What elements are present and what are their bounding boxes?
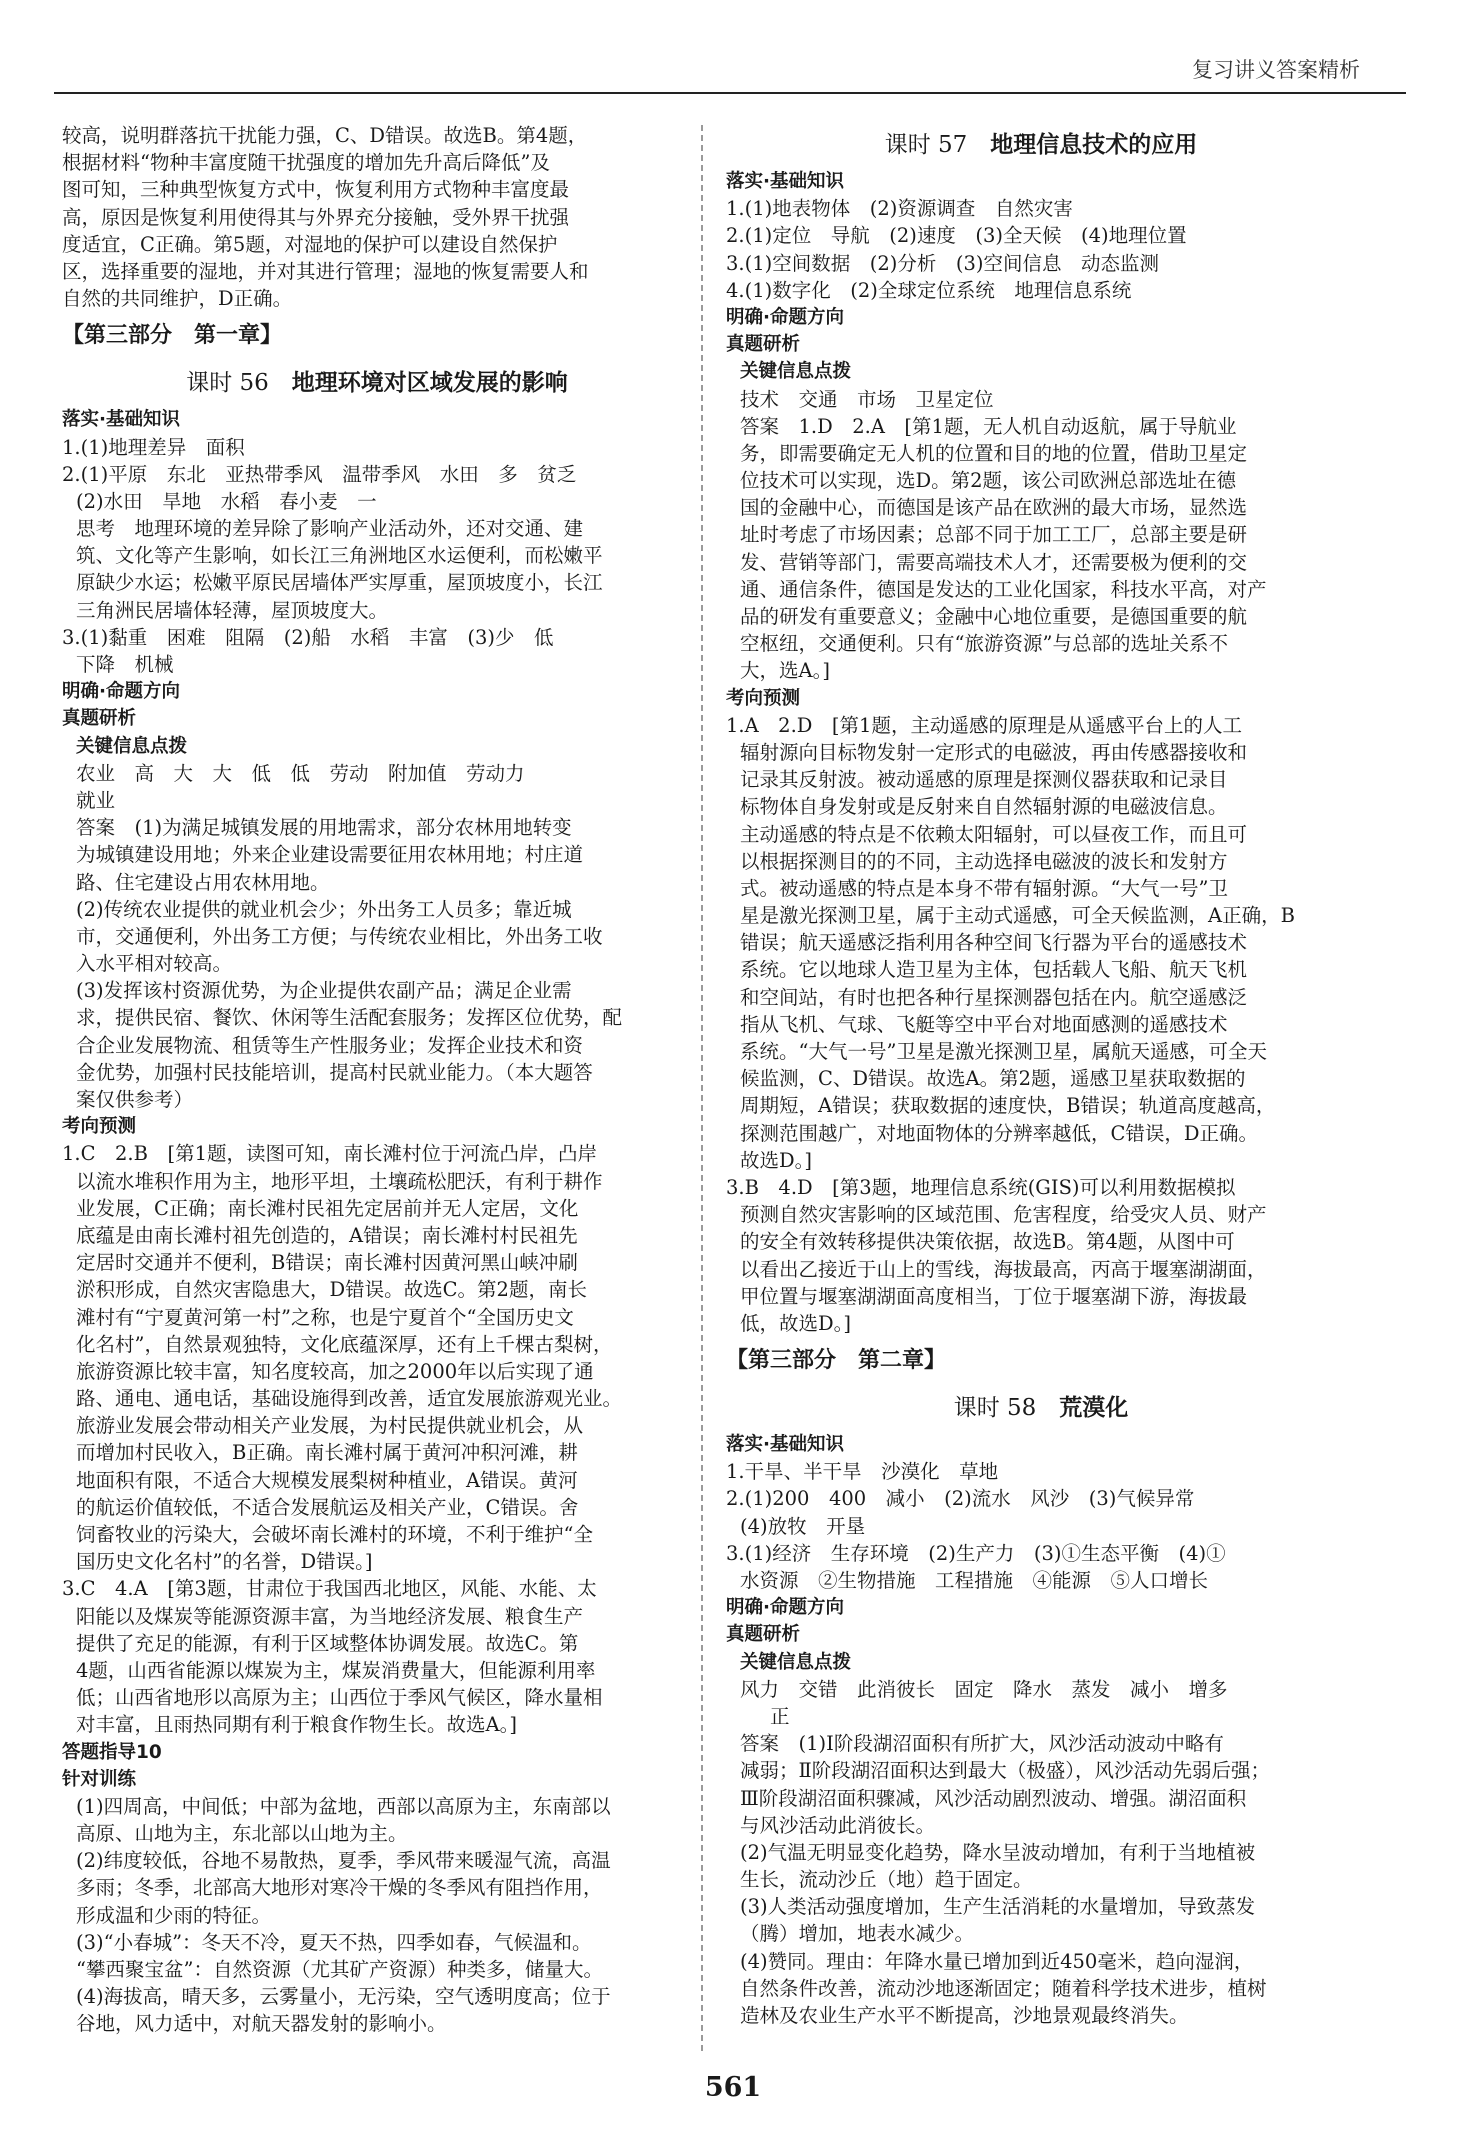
text-line: 以根据探测目的的不同，主动选择电磁波的波长和发射方: [740, 849, 1228, 873]
text-line: 以看出乙接近于山上的雪线，海拔最高，丙高于堰塞湖湖面，: [740, 1257, 1267, 1281]
section-heading: 明确·命题方向: [726, 1597, 845, 1619]
text-line: 址时考虑了市场因素；总部不同于加工工厂，总部主要是研: [740, 523, 1248, 547]
section-heading: 真题研析: [726, 334, 801, 356]
text-line: 1.(1)地表物体 (2)资源调查 自然灾害: [726, 197, 1073, 221]
lesson-number: 课时 56: [186, 370, 269, 397]
text-line: “攀西聚宝盆”：自然资源（尤其矿产资源）种类多，储量大。: [76, 1958, 603, 1981]
text-line: 化名村”，自然景观独特，文化底蕴深厚，还有上千棵古梨树，: [76, 1332, 613, 1356]
text-line: 农业 高 大 大 低 低 劳动 附加值 劳动力: [76, 761, 525, 785]
section-heading: 真题研析: [726, 1624, 801, 1646]
text-line: 记录其反射波。被动遥感的原理是探测仪器获取和记录目: [740, 768, 1228, 792]
text-line: 滩村有“宁夏黄河第一村”之称，也是宁夏首个“全国历史文: [76, 1305, 574, 1329]
page-header-title: 复习讲义答案精析: [1192, 58, 1360, 82]
lesson-name: 地理环境对区域发展的影响: [291, 370, 568, 397]
text-line: 较高，说明群落抗干扰能力强，C、D错误。故选B。第4题，: [62, 124, 588, 147]
text-line: 下降 机械: [76, 653, 174, 676]
text-line: 务，即需要确定无人机的位置和目的地的位置，借助卫星定: [740, 441, 1248, 465]
text-line: 3.(1)经济 生存环境 (2)生产力 (3)①生态平衡 (4)①: [726, 1541, 1226, 1565]
text-line: 风力 交错 此消彼长 固定 降水 蒸发 减小 增多: [740, 1677, 1228, 1701]
text-line: 位技术可以实现，选D。第2题，该公司欧洲总部选址在德: [740, 469, 1237, 493]
text-line: 错误；航天遥感泛指利用各种空间飞行器为平台的遥感技术: [740, 931, 1248, 955]
text-line: 低；山西省地形以高原为主；山西位于季风气候区，降水量相: [76, 1686, 603, 1710]
lesson-number: 课时 57: [884, 132, 968, 158]
text-line: 对丰富，且雨热同期有利于粮食作物生长。故选A。]: [76, 1713, 517, 1737]
text-line: 4题，山西省能源以煤炭为主，煤炭消费量大，但能源利用率: [76, 1658, 596, 1682]
text-line: 1.A 2.D [第1题，主动遥感的原理是从遥感平台上的人工: [726, 713, 1242, 737]
text-line: 系统。它以地球人造卫星为主体，包括载人飞船、航天飞机: [740, 958, 1248, 982]
text-line: 求，提供民宿、餐饮、休闲等生活配套服务；发挥区位优势，配: [76, 1006, 623, 1030]
text-line: 金优势，加强村民技能培训，提高村民就业能力。（本大题答: [76, 1060, 593, 1084]
text-line: 思考 地理环境的差异除了影响产业活动外，还对交通、建: [76, 517, 584, 541]
text-line: 3.C 4.A [第3题，甘肃位于我国西北地区，风能、水能、太: [62, 1577, 597, 1601]
text-line: 星是激光探测卫星，属于主动式遥感，可全天候监测，A正确，B: [740, 904, 1295, 928]
text-line: 筑、文化等产生影响，如长江三角洲地区水运便利，而松嫩平: [76, 544, 603, 568]
text-line: (2)纬度较低，谷地不易散热，夏季，季风带来暖湿气流，高温: [76, 1849, 611, 1873]
text-line: 而增加村民收入，B正确。南长滩村属于黄河冲积河滩，耕: [76, 1441, 578, 1465]
text-line: (1)四周高，中间低；中部为盆地，西部以高原为主，东南部以: [76, 1794, 611, 1818]
text-line: 淤积形成，自然灾害隐患大，D错误。故选C。第2题，南长: [76, 1278, 587, 1302]
section-heading: 明确·命题方向: [726, 306, 845, 328]
text-line: 根据材料“物种丰富度随干扰强度的增加先升高后降低”及: [62, 151, 550, 175]
text-line: 预测自然灾害影响的区域范围、危害程度，给受灾人员、财产: [740, 1203, 1267, 1227]
lesson-title: [726, 122, 1356, 168]
text-line: 为城镇建设用地；外来企业建设需要征用农林用地；村庄道: [76, 843, 584, 867]
text-line: 通、通信条件，德国是发达的工业化国家，科技水平高，对产: [740, 577, 1267, 601]
text-line: 合企业发展物流、租赁等生产性服务业；发挥企业技术和资: [76, 1033, 584, 1057]
text-line: 度适宜，C正确。第5题，对湿地的保护可以建设自然保护: [62, 232, 558, 256]
text-line: 市，交通便利，外出务工方便；与传统农业相比，外出务工收: [76, 924, 603, 948]
text-line: 的航运价值较低，不适合发展航运及相关产业，C错误。舍: [76, 1495, 579, 1519]
part-heading: 【第三部分 第一章】: [62, 323, 283, 349]
section-heading: 明确·命题方向: [62, 681, 181, 703]
page-number: 561: [704, 2072, 762, 2103]
section-heading: 答题指导10: [62, 1741, 162, 1763]
text-line: 品的研发有重要意义；金融中心地位重要，是德国重要的航: [740, 605, 1248, 628]
lesson-name: 荒漠化: [1059, 1395, 1129, 1422]
text-line: 答案 (1)Ⅰ阶段湖沼面积有所扩大，风沙活动波动中略有: [740, 1732, 1224, 1756]
text-line: 发、营销等部门，需要高端技术人才，还需要极为便利的交: [740, 550, 1248, 574]
section-heading: 落实·基础知识: [726, 1434, 845, 1456]
text-line: (4)海拔高，晴天多，云雾量小，无污染，空气透明度高；位于: [76, 1985, 611, 2009]
text-line: 阳能以及煤炭等能源资源丰富，为当地经济发展、粮食生产: [76, 1604, 584, 1628]
text-line: 饲畜牧业的污染大，会破坏南长滩村的环境，不利于维护“全: [76, 1523, 593, 1546]
text-line: 周期短，A错误；获取数据的速度快，B错误；轨道高度越高，: [740, 1094, 1276, 1118]
text-line: 2.(1)200 400 减小 (2)流水 风沙 (3)气候异常: [726, 1487, 1195, 1511]
text-line: 1.C 2.B [第1题，读图可知，南长滩村位于河流凸岸，凸岸: [62, 1142, 597, 1166]
text-line: 空枢纽，交通便利。只有“旅游资源”与总部的选址关系不: [740, 632, 1228, 656]
text-line: 1.(1)地理差异 面积: [62, 435, 245, 459]
section-heading: 关键信息点拨: [740, 361, 852, 383]
text-line: 生长，流动沙丘（地）趋于固定。: [740, 1868, 1033, 1892]
text-line: 大，选A。]: [740, 659, 830, 683]
text-line: 候监测，C、D错误。故选A。第2题，遥感卫星获取数据的: [740, 1067, 1246, 1091]
text-line: 4.(1)数字化 (2)全球定位系统 地理信息系统: [726, 278, 1132, 302]
text-line: 1.干旱、半干旱 沙漠化 草地: [726, 1460, 999, 1484]
text-line: 2.(1)平原 东北 亚热带季风 温带季风 水田 多 贫乏: [62, 462, 577, 486]
text-line: 答案 1.D 2.A [第1题，无人机自动返航，属于导航业: [740, 414, 1237, 438]
lesson-title: [62, 360, 692, 406]
text-line: 就业: [76, 788, 116, 812]
text-line: 自然条件改善，流动沙地逐渐固定；随着科学技术进步，植树: [740, 1976, 1267, 2000]
text-line: 正: [770, 1704, 790, 1728]
text-line: 3.(1)空间数据 (2)分析 (3)空间信息 动态监测: [726, 251, 1159, 275]
right-column: [726, 122, 1356, 2029]
text-line: (3)“小春城”：冬天不冷，夏天不热，四季如春，气候温和。: [76, 1930, 592, 1954]
text-line: 定居时交通并不便利，B错误；南长滩村因黄河黑山峡冲刷: [76, 1251, 578, 1275]
text-line: 辐射源向目标物发射一定形式的电磁波，再由传感器接收和: [740, 740, 1248, 764]
section-heading: 考向预测: [726, 687, 801, 709]
text-line: 地面积有限，不适合大规模发展梨树种植业，A错误。黄河: [76, 1468, 578, 1492]
section-heading: 落实·基础知识: [726, 171, 845, 192]
lesson-name: 地理信息技术的应用: [990, 132, 1198, 158]
text-line: 与风沙活动此消彼长。: [740, 1813, 936, 1837]
text-line: (3)发挥该村资源优势，为企业提供农副产品；满足企业需: [76, 979, 572, 1003]
section-heading: 关键信息点拨: [740, 1651, 852, 1673]
text-line: 自然的共同维护，D正确。: [62, 287, 293, 311]
section-heading: 考向预测: [62, 1116, 137, 1138]
text-line: 谷地，风力适中，对航天器发射的影响小。: [76, 2012, 447, 2036]
text-line: 业发展，C正确；南长滩村民祖先定居前并无人定居，文化: [76, 1196, 579, 1220]
text-line: 三角洲民居墙体轻薄，屋顶坡度大。: [76, 598, 389, 622]
text-line: 甲位置与堰塞湖湖面高度相当，丁位于堰塞湖下游，海拔最: [740, 1284, 1248, 1308]
header-rule: [54, 92, 1406, 94]
text-line: 路、住宅建设占用农林用地。: [76, 870, 330, 894]
text-line: 底蕴是由南长滩村祖先创造的，A错误；南长滩村村民祖先: [76, 1223, 578, 1247]
section-heading: 关键信息点拨: [76, 735, 188, 757]
text-line: 减弱；Ⅱ阶段湖沼面积达到最大（极盛），风沙活动先弱后强；: [740, 1759, 1271, 1783]
part-heading: 【第三部分 第二章】: [726, 1348, 947, 1374]
text-line: (2)传统农业提供的就业机会少；外出务工人员多；靠近城: [76, 897, 572, 921]
text-line: 入水平相对较高。: [76, 952, 233, 976]
text-line: 系统。“大气一号”卫星是激光探测卫星，属航天遥感，可全天: [740, 1040, 1267, 1063]
text-line: (4)赞同。理由：年降水量已增加到近450毫米，趋向湿润，: [740, 1949, 1254, 1973]
text-line: 国历史文化名村”的名誉，D错误。]: [76, 1550, 373, 1574]
text-line: 提供了充足的能源，有利于区域整体协调发展。故选C。第: [76, 1631, 579, 1655]
text-line: Ⅲ阶段湖沼面积骤减，风沙活动剧烈波动、增强。湖沼面积: [740, 1786, 1247, 1810]
text-line: 答案 (1)为满足城镇发展的用地需求，部分农林用地转变: [76, 816, 572, 840]
left-column: [62, 122, 692, 2038]
text-line: 和空间站，有时也把各种行星探测器包括在内。航空遥感泛: [740, 985, 1248, 1009]
text-line: 指从飞机、气球、飞艇等空中平台对地面感测的遥感技术: [740, 1012, 1228, 1036]
text-line: 2.(1)定位 导航 (2)速度 (3)全天候 (4)地理位置: [726, 224, 1187, 248]
text-line: (4)放牧 开垦: [740, 1514, 866, 1538]
section-heading: 真题研析: [62, 708, 137, 730]
text-line: (3)人类活动强度增加，生产生活消耗的水量增加，导致蒸发: [740, 1895, 1256, 1919]
text-line: 3.(1)黏重 困难 阻隔 (2)船 水稻 丰富 (3)少 低: [62, 625, 554, 649]
text-line: 高，原因是恢复利用使得其与外界充分接触，受外界干扰强: [62, 205, 570, 229]
text-line: (2)水田 旱地 水稻 春小麦 一: [76, 489, 377, 513]
column-divider: [701, 125, 703, 2051]
text-line: (2)气温无明显变化趋势，降水呈波动增加，有利于当地植被: [740, 1840, 1256, 1864]
section-heading: 针对训练: [62, 1768, 137, 1790]
text-line: 路、通电、通电话，基础设施得到改善，适宜发展旅游观光业。: [76, 1387, 623, 1411]
text-line: 案仅供参考）: [76, 1088, 194, 1111]
text-line: （腾）增加，地表水减少。: [740, 1922, 975, 1946]
text-line: 区，选择重要的湿地，并对其进行管理；湿地的恢复需要人和: [62, 259, 589, 283]
section-heading: 落实·基础知识: [62, 409, 181, 431]
text-line: 探测范围越广，对地面物体的分辨率越低，C错误，D正确。: [740, 1121, 1259, 1145]
text-line: 旅游业发展会带动相关产业发展，为村民提供就业机会，从: [76, 1414, 584, 1438]
text-line: 主动遥感的特点是不依赖太阳辐射，可以昼夜工作，而且可: [740, 822, 1248, 846]
text-line: 技术 交通 市场 卫星定位: [740, 387, 994, 411]
text-line: 式。被动遥感的特点是本身不带有辐射源。“大气一号”卫: [740, 876, 1228, 900]
text-line: 旅游资源比较丰富，知名度较高，加之2000年以后实现了通: [76, 1359, 594, 1383]
lesson-title: [726, 1385, 1356, 1431]
lesson-number: 课时 58: [953, 1395, 1037, 1422]
text-line: 原缺少水运；松嫩平原民居墙体严实厚重，屋顶坡度小，长江: [76, 571, 603, 595]
text-line: 低，故选D。]: [740, 1311, 851, 1335]
text-line: 造林及农业生产水平不断提高，沙地景观最终消失。: [740, 2004, 1189, 2027]
text-line: 的安全有效转移提供决策依据，故选B。第4题，从图中可: [740, 1230, 1235, 1254]
text-line: 以流水堆积作用为主，地形平坦，土壤疏松肥沃，有利于耕作: [76, 1169, 603, 1193]
text-line: 国的金融中心，而德国是该产品在欧洲的最大市场，显然选: [740, 496, 1248, 520]
text-line: 3.B 4.D [第3题，地理信息系统(GIS)可以利用数据模拟: [726, 1175, 1236, 1199]
text-line: 标物体自身发射或是反射来自自然辐射源的电磁波信息。: [740, 795, 1228, 819]
text-line: 水资源 ②生物措施 工程措施 ④能源 ⑤人口增长: [740, 1569, 1209, 1592]
text-line: 故选D。]: [740, 1148, 812, 1172]
text-line: 形成温和少雨的特征。: [76, 1903, 272, 1927]
text-line: 多雨；冬季，北部高大地形对寒冷干燥的冬季风有阻挡作用，: [76, 1876, 603, 1900]
text-line: 图可知，三种典型恢复方式中，恢复利用方式物种丰富度最: [62, 178, 570, 202]
text-line: 高原、山地为主，东北部以山地为主。: [76, 1822, 408, 1846]
